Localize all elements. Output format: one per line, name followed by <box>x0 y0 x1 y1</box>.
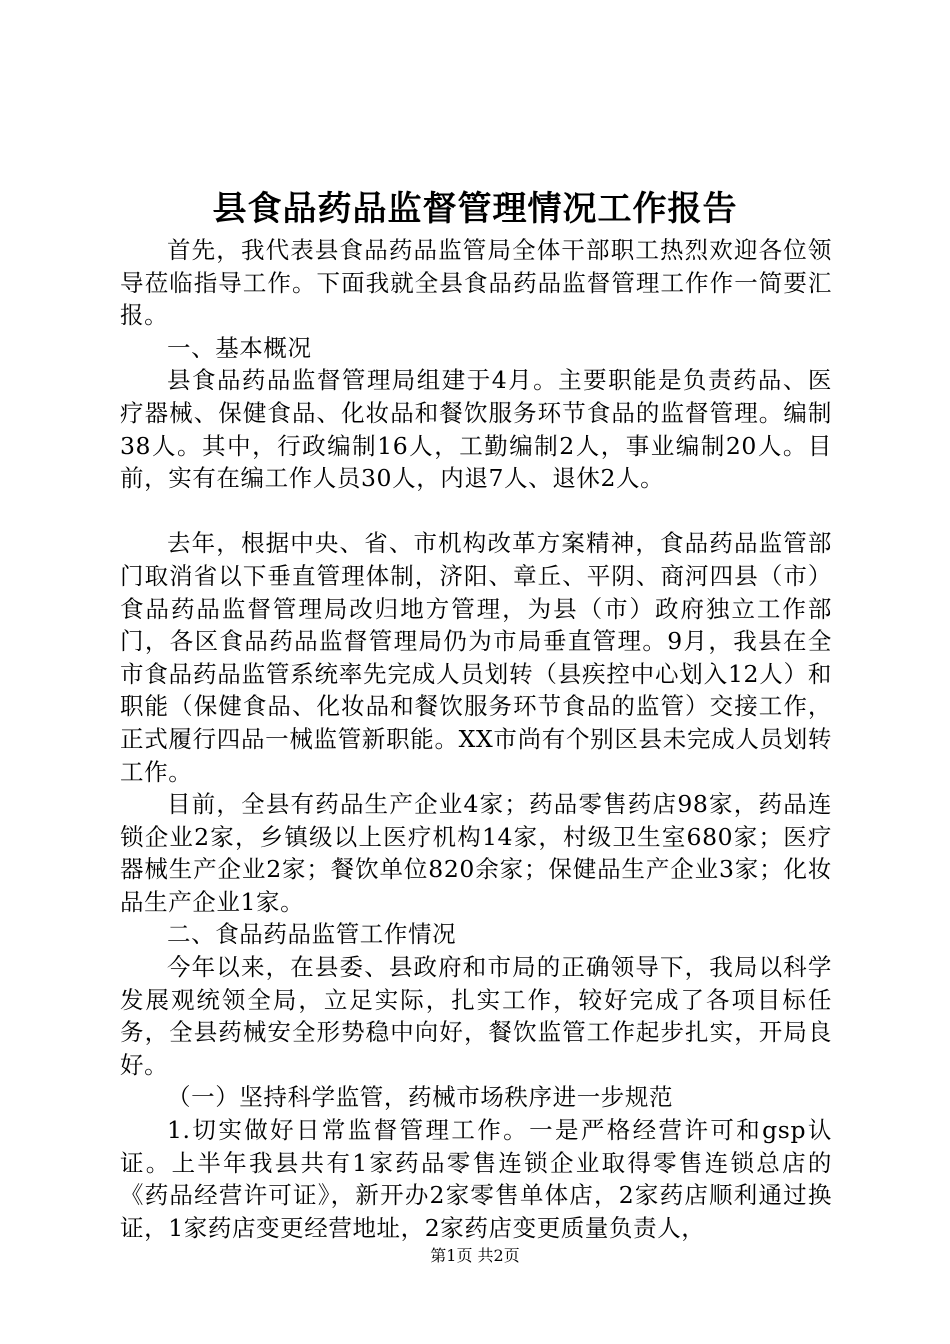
document-title: 县食品药品监督管理情况工作报告 <box>212 189 738 229</box>
paragraph-reform: 去年，根据中央、省、市机构改革方案精神，食品药品监管部门取消省以下垂直管理体制，济阳、章丘、平阴、商河四县（市）食品药品监督管理局改归地方管理，为县（市）政府独立工作部门，各区食品药品监督管理局仍为市局垂直管理。9月，我县在全市食品药品监管系统率先完成人员划转（县疾控中心划入12人）和职能（保健食品、化妆品和餐饮服务环节食品的监管）交接工作，正式履行四品一械监管新职能。XX市尚有个别区县未完成人员划转工作。 <box>120 529 832 786</box>
paragraph-overview: 县食品药品监督管理局组建于4月。主要职能是负责药品、医疗器械、保健食品、化妆品和餐饮服务环节食品的监督管理。编制38人。其中，行政编制16人，工勤编制2人，事业编制20人。目前，实有在编工作人员30人，内退7人、退休2人。 <box>120 366 832 493</box>
page-number-footer: 第1页 共2页 <box>430 1246 520 1265</box>
paragraph-work-summary: 今年以来，在县委、县政府和市局的正确领导下，我局以科学发展观统领全局，立足实际，扎实工作，较好完成了各项目标任务，全县药械安全形势稳中向好，餐饮监管工作起步扎实，开局良好。 <box>120 953 832 1079</box>
paragraph-enterprises: 目前，全县有药品生产企业4家；药品零售药店98家，药品连锁企业2家，乡镇级以上医疗机构14家，村级卫生室680家；医疗器械生产企业2家；餐饮单位820余家；保健品生产企业3家；化妆品生产企业1家。 <box>120 790 832 916</box>
subsection-heading-supervision: （一）坚持科学监管，药械市场秩序进一步规范 <box>167 1083 674 1112</box>
paragraph-daily-supervision: 1.切实做好日常监督管理工作。一是严格经营许可和gsp认证。上半年我县共有1家药品零售连锁企业取得零售连锁总店的《药品经营许可证》，新开办2家零售单体店，2家药店顺利通过换证，1家药店变更经营地址，2家药店变更质量负责人， <box>120 1116 832 1242</box>
section-heading-overview: 一、基本概况 <box>167 333 312 362</box>
document-body <box>120 234 832 1244</box>
paragraph-gap <box>120 495 832 528</box>
paragraph-intro: 首先，我代表县食品药品监管局全体干部职工热烈欢迎各位领导莅临指导工作。下面我就全县食品药品监督管理工作作一简要汇报。 <box>120 236 832 330</box>
section-heading-work: 二、食品药品监管工作情况 <box>167 920 457 949</box>
